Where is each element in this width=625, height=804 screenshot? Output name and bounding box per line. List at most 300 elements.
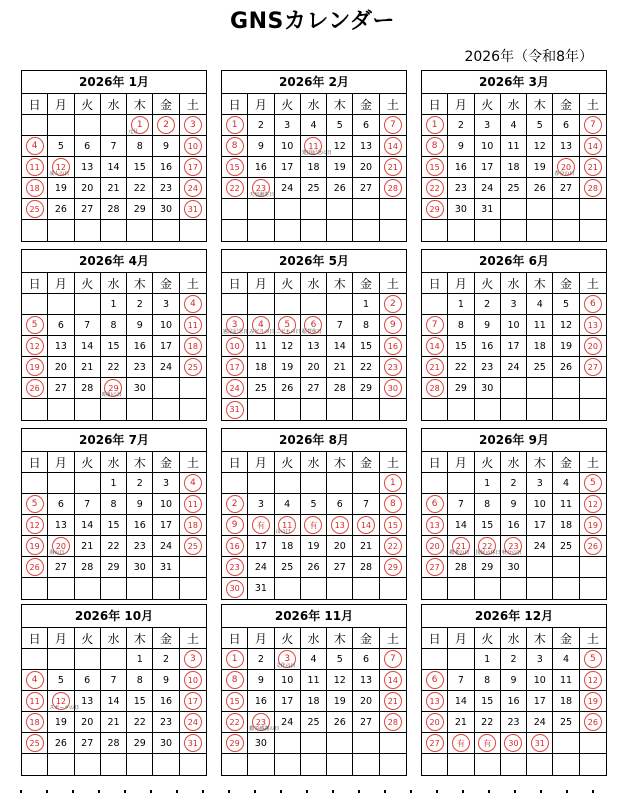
month-11 [221, 604, 407, 776]
empty-cell [580, 733, 606, 754]
day-number: 11 [560, 498, 573, 510]
day-cell [48, 136, 74, 157]
day-number: 24 [226, 379, 244, 397]
day-number: 2 [484, 298, 491, 310]
weekday-header: 月 [48, 452, 74, 473]
day-number: 15 [360, 340, 373, 352]
day-number: 1 [110, 477, 117, 489]
day-cell [301, 136, 332, 157]
empty-cell [275, 294, 301, 315]
weekday-header: 日 [422, 452, 448, 473]
empty-cell [22, 220, 48, 241]
empty-cell [301, 733, 327, 754]
day-cell [301, 691, 327, 712]
day-cell [327, 712, 353, 733]
day-cell [353, 315, 379, 336]
day-cell [180, 199, 206, 220]
empty-cell [301, 578, 327, 599]
day-number: 15 [107, 340, 120, 352]
day-number: 22 [360, 361, 373, 373]
empty-cell [153, 220, 179, 241]
day-number: 15 [133, 161, 146, 173]
month-label: 2026年 7月 [22, 429, 206, 452]
month-label: 2026年 2月 [222, 71, 406, 94]
day-grid [222, 628, 406, 775]
empty-cell [75, 754, 101, 775]
empty-cell [422, 220, 448, 241]
day-number: 17 [533, 519, 546, 531]
day-cell [180, 691, 206, 712]
day-number: 16 [133, 519, 146, 531]
day-cell [101, 199, 127, 220]
empty-cell [275, 399, 301, 420]
day-cell [222, 115, 248, 136]
day-number: 15 [107, 519, 120, 531]
day-number: 8 [110, 319, 117, 331]
day-number: 有 [304, 516, 322, 534]
day-cell [380, 649, 406, 670]
day-number: 10 [184, 671, 202, 689]
day-number: 2 [226, 495, 244, 513]
empty-cell [353, 473, 379, 494]
weekday-header: 水 [101, 94, 127, 115]
day-number: 14 [81, 340, 94, 352]
day-cell [127, 515, 153, 536]
day-number: 29 [384, 558, 402, 576]
day-number: 12 [52, 692, 70, 710]
empty-cell [448, 649, 474, 670]
day-number: 14 [384, 137, 402, 155]
day-number: 16 [254, 695, 267, 707]
day-cell [180, 536, 206, 557]
empty-cell [527, 754, 553, 775]
holiday-note: 勤労感謝の日 [249, 726, 280, 732]
day-cell [127, 473, 153, 494]
day-number: 31 [481, 203, 494, 215]
day-cell [248, 136, 274, 157]
day-number: 5 [310, 498, 317, 510]
day-number: 18 [184, 337, 202, 355]
day-cell [153, 536, 179, 557]
day-number: 8 [136, 674, 143, 686]
day-number: 16 [481, 340, 494, 352]
empty-cell [48, 754, 74, 775]
empty-cell [353, 578, 379, 599]
empty-cell [301, 399, 327, 420]
day-cell [153, 494, 179, 515]
day-cell [353, 336, 379, 357]
day-number: 2 [257, 119, 264, 131]
day-number: 21 [384, 692, 402, 710]
holiday-note: 秋分の日 [501, 550, 522, 556]
day-cell [301, 536, 327, 557]
day-number: 16 [507, 695, 520, 707]
weekday-header: 木 [327, 273, 353, 294]
day-number: 5 [584, 474, 602, 492]
day-cell [153, 357, 179, 378]
day-cell [580, 473, 606, 494]
day-cell [127, 670, 153, 691]
empty-cell [553, 733, 579, 754]
day-number: 24 [184, 179, 202, 197]
day-cell [422, 378, 448, 399]
day-cell [301, 712, 327, 733]
day-number: 3 [484, 119, 491, 131]
day-number: 13 [360, 140, 373, 152]
weekday-header: 金 [353, 273, 379, 294]
day-number: 25 [560, 540, 573, 552]
day-number: 24 [533, 716, 546, 728]
empty-cell [22, 115, 48, 136]
day-cell [353, 294, 379, 315]
day-cell [380, 691, 406, 712]
day-cell [222, 378, 248, 399]
day-cell [180, 494, 206, 515]
day-cell [101, 473, 127, 494]
day-cell [101, 178, 127, 199]
day-number: 15 [481, 519, 494, 531]
day-cell [527, 136, 553, 157]
empty-cell [448, 220, 474, 241]
empty-cell [153, 399, 179, 420]
month-label: 2026年 3月 [422, 71, 606, 94]
empty-cell [422, 294, 448, 315]
empty-cell [501, 378, 527, 399]
empty-cell [327, 294, 353, 315]
empty-cell [580, 557, 606, 578]
empty-cell [422, 754, 448, 775]
day-number: 16 [384, 337, 402, 355]
day-grid [22, 94, 206, 241]
day-cell [501, 691, 527, 712]
day-cell [380, 515, 406, 536]
empty-cell [527, 199, 553, 220]
day-cell [248, 157, 274, 178]
day-number: 14 [107, 161, 120, 173]
day-cell [553, 670, 579, 691]
day-number: 19 [533, 161, 546, 173]
day-cell [153, 473, 179, 494]
day-number: 22 [226, 713, 244, 731]
day-number: 17 [281, 695, 294, 707]
day-cell [153, 557, 179, 578]
page-bottom-edge [20, 790, 605, 793]
day-number: 30 [133, 382, 146, 394]
empty-cell [248, 399, 274, 420]
day-cell [222, 670, 248, 691]
day-cell [75, 357, 101, 378]
day-cell [101, 378, 127, 399]
day-cell [22, 536, 48, 557]
empty-cell [22, 399, 48, 420]
day-number: 27 [360, 716, 373, 728]
month-2 [221, 70, 407, 242]
day-cell [222, 557, 248, 578]
empty-cell [527, 378, 553, 399]
day-cell [580, 136, 606, 157]
day-number: 6 [304, 316, 322, 334]
day-number: 7 [384, 116, 402, 134]
day-number: 31 [226, 401, 244, 419]
day-number: 27 [81, 737, 94, 749]
day-number: 29 [426, 200, 444, 218]
empty-cell [75, 473, 101, 494]
day-cell [527, 712, 553, 733]
day-number: 2 [384, 295, 402, 313]
day-cell [475, 157, 501, 178]
day-cell [275, 336, 301, 357]
day-cell [180, 115, 206, 136]
weekday-header: 木 [527, 628, 553, 649]
day-number: 13 [331, 516, 349, 534]
day-number: 8 [136, 140, 143, 152]
day-number: 8 [363, 319, 370, 331]
day-cell [222, 536, 248, 557]
day-cell [475, 557, 501, 578]
day-number: 23 [481, 361, 494, 373]
day-cell [222, 691, 248, 712]
month-7 [21, 428, 207, 600]
empty-cell [301, 294, 327, 315]
day-cell [353, 712, 379, 733]
day-cell [580, 712, 606, 733]
day-number: 22 [478, 537, 496, 555]
empty-cell [75, 578, 101, 599]
day-number: 21 [333, 361, 346, 373]
day-cell [275, 557, 301, 578]
day-grid [222, 273, 406, 420]
empty-cell [301, 220, 327, 241]
day-cell [180, 670, 206, 691]
day-cell [527, 178, 553, 199]
day-number: 18 [184, 516, 202, 534]
day-cell [380, 315, 406, 336]
day-cell [275, 649, 301, 670]
day-cell [48, 157, 74, 178]
day-cell [222, 712, 248, 733]
day-cell [353, 691, 379, 712]
empty-cell [48, 220, 74, 241]
day-number: 31 [184, 734, 202, 752]
day-cell [222, 336, 248, 357]
weekday-header: 土 [380, 452, 406, 473]
day-number: 19 [333, 161, 346, 173]
day-cell [127, 649, 153, 670]
month-label: 2026年 6月 [422, 250, 606, 273]
day-cell [553, 315, 579, 336]
day-cell [22, 315, 48, 336]
day-cell [580, 115, 606, 136]
day-number: 23 [454, 182, 467, 194]
day-number: 28 [360, 561, 373, 573]
weekday-header: 木 [127, 628, 153, 649]
empty-cell [48, 649, 74, 670]
day-cell [448, 378, 474, 399]
weekday-header: 月 [248, 94, 274, 115]
day-cell [22, 178, 48, 199]
day-cell [75, 712, 101, 733]
day-cell [127, 294, 153, 315]
day-number: 17 [160, 340, 173, 352]
empty-cell [327, 578, 353, 599]
day-number: 26 [26, 379, 44, 397]
weekday-header: 日 [22, 273, 48, 294]
day-number: 6 [426, 671, 444, 689]
day-number: 30 [384, 379, 402, 397]
day-cell [301, 336, 327, 357]
weekday-header: 水 [101, 452, 127, 473]
day-number: 28 [426, 379, 444, 397]
day-number: 4 [26, 671, 44, 689]
weekday-header: 水 [101, 273, 127, 294]
day-cell [580, 357, 606, 378]
day-number: 1 [484, 477, 491, 489]
empty-cell [275, 754, 301, 775]
day-number: 3 [536, 653, 543, 665]
empty-cell [248, 294, 274, 315]
day-cell [248, 733, 274, 754]
day-cell [501, 557, 527, 578]
day-number: 21 [454, 716, 467, 728]
empty-cell [248, 473, 274, 494]
day-cell [580, 649, 606, 670]
day-number: 3 [163, 298, 170, 310]
weekday-header: 水 [301, 273, 327, 294]
empty-cell [501, 220, 527, 241]
weekday-header: 月 [448, 628, 474, 649]
empty-cell [22, 649, 48, 670]
weekday-header: 月 [48, 628, 74, 649]
day-number: 18 [307, 161, 320, 173]
day-number: 12 [333, 674, 346, 686]
day-number: 16 [160, 695, 173, 707]
day-number: 11 [304, 137, 322, 155]
day-number: 3 [257, 498, 264, 510]
day-cell [301, 357, 327, 378]
day-number: 28 [454, 561, 467, 573]
holiday-note: 天皇誕生日 [249, 192, 275, 198]
day-number: 2 [136, 477, 143, 489]
day-number: 13 [81, 695, 94, 707]
day-number: 5 [26, 316, 44, 334]
day-cell [422, 712, 448, 733]
day-number: 14 [357, 516, 375, 534]
day-number: 11 [26, 692, 44, 710]
day-number: 11 [560, 674, 573, 686]
day-cell [222, 733, 248, 754]
day-cell [327, 157, 353, 178]
empty-cell [422, 578, 448, 599]
empty-cell [380, 399, 406, 420]
day-grid [22, 273, 206, 420]
holiday-note: 振替休日 [301, 329, 322, 335]
day-number: 有 [478, 734, 496, 752]
empty-cell [580, 754, 606, 775]
day-cell [127, 378, 153, 399]
empty-cell [580, 220, 606, 241]
day-cell [527, 294, 553, 315]
day-number: 23 [226, 558, 244, 576]
day-number: 2 [163, 653, 170, 665]
day-cell [448, 315, 474, 336]
day-number: 16 [507, 519, 520, 531]
weekday-header: 月 [48, 94, 74, 115]
empty-cell [580, 378, 606, 399]
day-number: 29 [360, 382, 373, 394]
day-cell [580, 294, 606, 315]
day-number: 21 [107, 716, 120, 728]
weekday-header: 日 [422, 628, 448, 649]
day-number: 26 [333, 182, 346, 194]
day-cell [380, 712, 406, 733]
day-number: 9 [384, 316, 402, 334]
day-cell [422, 536, 448, 557]
day-cell [101, 336, 127, 357]
day-number: 19 [54, 716, 67, 728]
day-number: 21 [81, 361, 94, 373]
empty-cell [275, 733, 301, 754]
day-number: 9 [257, 140, 264, 152]
day-number: 22 [481, 716, 494, 728]
day-number: 18 [26, 713, 44, 731]
day-cell [527, 357, 553, 378]
day-number: 6 [363, 119, 370, 131]
day-number: 9 [136, 498, 143, 510]
weekday-header: 日 [222, 273, 248, 294]
day-cell [475, 473, 501, 494]
day-cell [248, 515, 274, 536]
day-cell [301, 670, 327, 691]
day-number: 27 [307, 382, 320, 394]
day-number: 17 [507, 340, 520, 352]
empty-cell [222, 754, 248, 775]
day-number: 27 [426, 558, 444, 576]
day-number: 2 [157, 116, 175, 134]
weekday-header: 木 [527, 94, 553, 115]
day-number: 1 [136, 653, 143, 665]
day-cell [422, 178, 448, 199]
day-cell [475, 712, 501, 733]
day-cell [448, 336, 474, 357]
day-cell [448, 157, 474, 178]
day-number: 26 [54, 737, 67, 749]
day-cell [553, 536, 579, 557]
empty-cell [380, 754, 406, 775]
day-cell [101, 733, 127, 754]
day-number: 10 [533, 674, 546, 686]
day-cell [353, 536, 379, 557]
day-number: 6 [57, 319, 64, 331]
day-number: 14 [107, 695, 120, 707]
weekday-header: 金 [553, 452, 579, 473]
day-cell [153, 136, 179, 157]
day-cell [527, 649, 553, 670]
empty-cell [48, 399, 74, 420]
holiday-note: 元旦 [128, 129, 139, 135]
month-label: 2026年 11月 [222, 605, 406, 628]
weekday-header: 月 [248, 273, 274, 294]
day-cell [422, 691, 448, 712]
day-number: 14 [384, 671, 402, 689]
day-cell [475, 294, 501, 315]
day-number: 14 [584, 137, 602, 155]
day-cell [380, 157, 406, 178]
day-number: 10 [160, 498, 173, 510]
day-number: 18 [507, 161, 520, 173]
day-cell [475, 670, 501, 691]
empty-cell [22, 578, 48, 599]
day-cell [153, 515, 179, 536]
